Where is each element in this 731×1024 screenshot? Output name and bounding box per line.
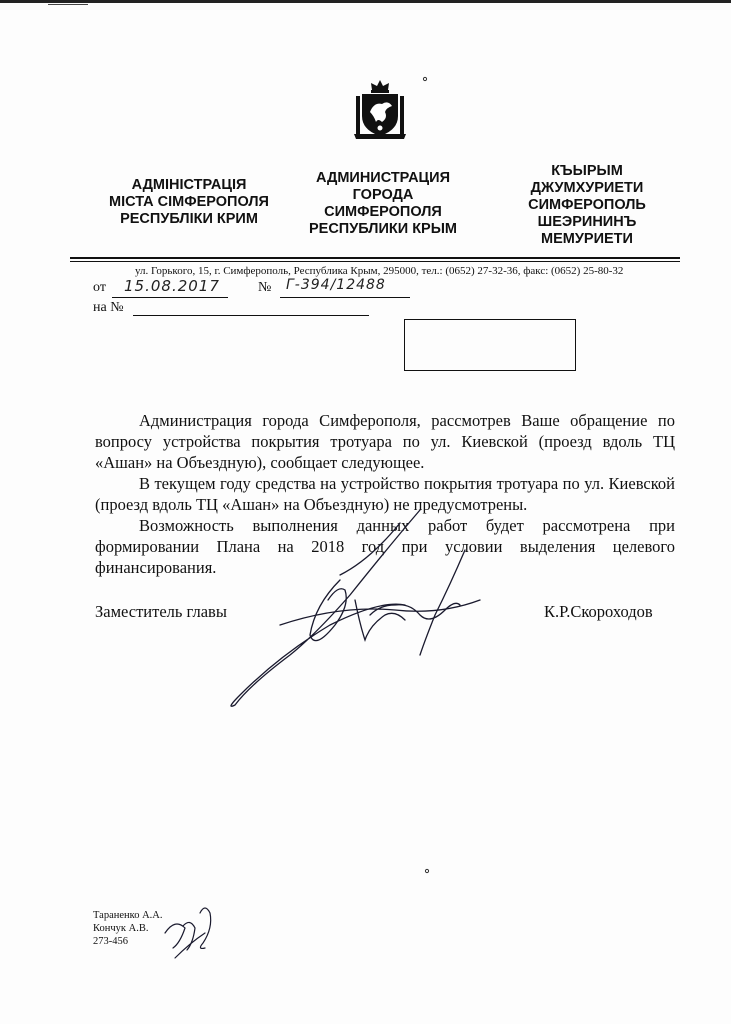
executor-phone: 273-456 [93, 936, 128, 947]
header-ru-line: ГОРОДА [352, 187, 414, 203]
handwritten-signature [220, 505, 490, 715]
body-paragraph: В текущем году средства на устройство покрытия тротуара по ул. Киевской (проезд вдоль ТЦ «Ашан» на Объездную) не предусмотрены. [95, 474, 675, 514]
reference-underline [133, 315, 369, 316]
header-divider-thin [70, 261, 680, 262]
scan-mark [48, 4, 88, 5]
executor-line: Тараненко А.А. [93, 910, 163, 921]
signatory-name: К.Р.Скороходов [544, 602, 653, 621]
registration-date: 15.08.2017 [124, 277, 220, 295]
header-ua-line: МІСТА СІМФЕРОПОЛЯ [109, 194, 269, 210]
header-ru-line: АДМИНИСТРАЦИЯ [315, 170, 450, 186]
executors-block [93, 909, 162, 948]
header-cr-line: ДЖУМХУРИЕТИ [530, 180, 644, 196]
header-ru-line: РЕСПУБЛИКИ КРЫМ [308, 221, 457, 237]
header-ukrainian [95, 177, 283, 228]
scan-top-edge [0, 0, 731, 3]
header-ru-line: СИМФЕРОПОЛЯ [324, 204, 442, 220]
registration-number: Г-394/12488 [286, 277, 386, 293]
date-label: от [93, 280, 106, 295]
date-underline [112, 297, 228, 298]
executor-line: Кончук А.В. [93, 923, 149, 934]
header-cr-line: КЪЫРЫМ [551, 163, 623, 179]
number-underline [280, 297, 410, 298]
handwritten-initials [155, 898, 225, 968]
header-cr-line: СИМФЕРОПОЛЬ [528, 197, 646, 213]
body-paragraph: Возможность выполнения данных работ будет рассмотрена при формировании Плана на 2018 год при условии выделения целевого финансирования. [95, 516, 675, 577]
sender-address: ул. Горького, 15, г. Симферополь, Республика Крым, 295000, тел.: (0652) 27-32-36, факс: (0652) 25-80-32 [135, 265, 624, 277]
recipient-redacted-box [404, 319, 576, 371]
number-label: № [258, 280, 272, 295]
scan-speck [424, 868, 430, 874]
header-cr-line: ШЕЭРИНИНЪ [537, 214, 637, 230]
header-ua-line: АДМІНІСТРАЦІЯ [131, 177, 247, 193]
crimea-coat-of-arms-icon [352, 78, 408, 140]
reference-label: на № [93, 300, 124, 315]
header-ua-line: РЕСПУБЛІКИ КРИМ [120, 211, 258, 227]
signatory-position: Заместитель главы [95, 602, 227, 621]
header-cr-line: МЕМУРИЕТИ [541, 231, 633, 247]
header-divider-thick [70, 257, 680, 259]
scan-speck [422, 76, 428, 82]
header-russian [292, 170, 474, 238]
header-crimean-tatar [500, 163, 674, 248]
body-paragraph: Администрация города Симферополя, рассмотрев Ваше обращение по вопросу устройства покрытия тротуара по ул. Киевской (проезд вдоль ТЦ «Ашан» на Объездную), сообщает следующее. [95, 411, 675, 472]
